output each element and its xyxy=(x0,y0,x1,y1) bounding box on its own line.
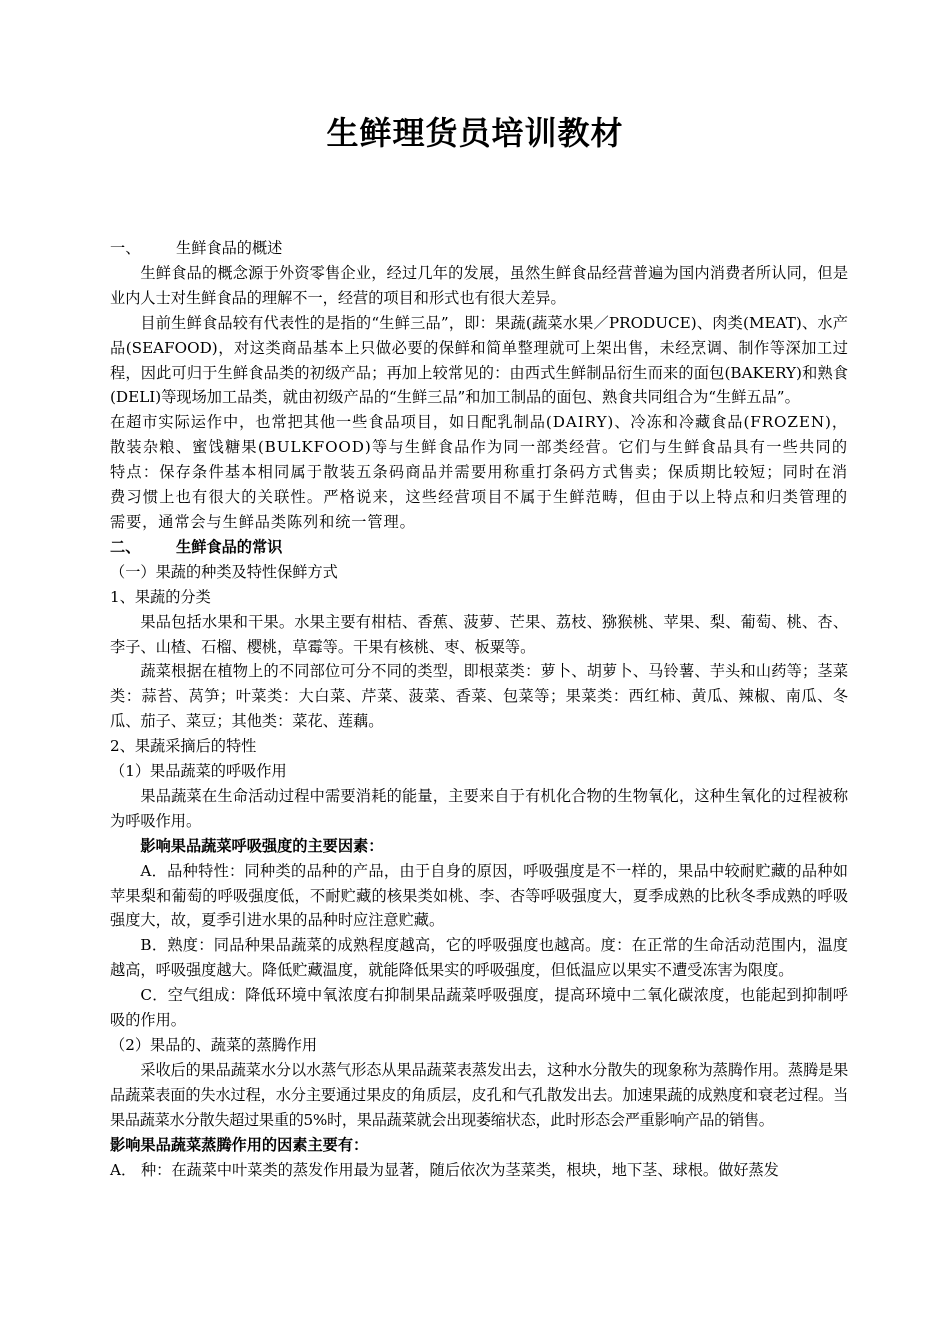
item-heading: （1）果品蔬菜的呼吸作用 xyxy=(110,762,287,781)
item-heading: （2）果品的、蔬菜的蒸腾作用 xyxy=(110,1036,318,1054)
section-heading-1 xyxy=(110,236,848,261)
bold-heading: 影响果品蔬菜蒸腾作用的因素主要有： xyxy=(110,1135,369,1154)
paragraph: A． 种：在蔬菜中叶菜类的蒸发作用最为显著，随后依次为茎菜类，根块，地下茎、球根。做好蒸发 xyxy=(110,1160,779,1179)
paragraph: 蔬菜根据在植物上的不同部位可分不同的类型，即根菜类：萝卜、胡萝卜、马铃薯、芋头和山药等；茎菜类：蒜苔、莴笋；叶菜类：大白菜、芹菜、菠菜、香菜、包菜等；果菜类：西红柿、黄瓜、辣椒、南瓜、冬瓜、茄子、菜豆；其他类：菜花、莲藕。 xyxy=(110,662,848,731)
document-title: 生鲜理货员培训教材 xyxy=(326,114,624,152)
paragraph: B．熟度：同品种果品蔬菜的成熟程度越高，它的呼吸强度也越高。度：在正常的生命活动范围内，温度越高，呼吸强度越大。降低贮藏温度，就能降低果实的呼吸强度，但低温应以果实不遭受冻害为限度。 xyxy=(110,936,848,980)
section-title: 生鲜食品的概述 xyxy=(176,239,283,257)
section-number: 一、 xyxy=(110,239,141,257)
item-heading: 2、果蔬采摘后的特性 xyxy=(110,737,257,756)
section-number: 二、 xyxy=(110,537,141,556)
section-heading-2 xyxy=(110,535,848,560)
paragraph: A．品种特性：同种类的品种的产品，由于自身的原因，呼吸强度是不一样的，果品中较耐贮藏的品种如苹果梨和葡萄的呼吸强度低，不耐贮藏的核果类如桃、李、杏等呼吸强度大，夏季成熟的比秋冬季成熟的呼吸强度大，故，夏季引进水果的品种时应注意贮藏。 xyxy=(110,861,848,930)
item-heading: 1、果蔬的分类 xyxy=(110,587,211,606)
paragraph: C．空气组成：降低环境中氧浓度右抑制果品蔬菜呼吸强度，提高环境中二氧化碳浓度，也能起到抑制呼吸的作用。 xyxy=(110,986,848,1030)
paragraph: 生鲜食品的概念源于外资零售企业，经过几年的发展，虽然生鲜食品经营普遍为国内消费者所认同，但是业内人士对生鲜食品的理解不一，经营的项目和形式也有很大差异。 xyxy=(110,263,848,307)
paragraph: 目前生鲜食品较有代表性的是指的“生鲜三品”，即：果蔬(蔬菜水果／PRODUCE)、肉类(MEAT)、水产品(SEAFOOD)，对这类商品基本上只做必要的保鲜和简单整理就可上架出售，未经烹调、制作等深加工过程，因此可归于生鲜食品类的初级产品；再加上较常见的：由西式生鲜制品衍生而来的面包(BAKERY)和熟食(DELI)等现场加工品类，就由初级产品的“生鲜三品”和加工制品的面包、熟食共同组合为“生鲜五品”。 xyxy=(110,313,848,407)
paragraph: 在超市实际运作中，也常把其他一些食品项目，如日配乳制品(DAIRY)、冷冻和冷藏食品(FROZEN)，散装杂粮、蜜饯糖果(BULKFOOD)等与生鲜食品作为同一部类经营。它们与生鲜食品具有一些共同的特点：保存条件基本相同属于散装五条码商品并需要用称重打条码方式售卖；保质期比较短；同时在消费习惯上也有很大的关联性。严格说来，这些经营项目不属于生鲜范畴，但由于以上特点和归类管理的需要，通常会与生鲜品类陈列和统一管理。 xyxy=(110,413,848,531)
paragraph: 采收后的果品蔬菜水分以水蒸气形态从果品蔬菜表蒸发出去，这种水分散失的现象称为蒸腾作用。蒸腾是果品蔬菜表面的失水过程，水分主要通过果皮的角质层，皮孔和气孔散发出去。加速果蔬的成熟度和衰老过程。当果品蔬菜水分散失超过果重的5%时，果品蔬菜就会出现萎缩状态，此时形态会严重影响产品的销售。 xyxy=(110,1060,848,1129)
document-body xyxy=(110,236,848,1182)
subsection-heading: （一）果蔬的种类及特性保鲜方式 xyxy=(110,562,338,581)
bold-heading: 影响果品蔬菜呼吸强度的主要因素： xyxy=(140,836,384,855)
paragraph: 果品包括水果和干果。水果主要有柑桔、香蕉、菠萝、芒果、荔枝、猕猴桃、苹果、梨、葡萄、桃、杏、李子、山楂、石榴、樱桃，草霉等。干果有核桃、枣、板粟等。 xyxy=(110,612,848,656)
paragraph: 果品蔬菜在生命活动过程中需要消耗的能量，主要来自于有机化合物的生物氧化，这种生氧化的过程被称为呼吸作用。 xyxy=(110,786,848,830)
section-title: 生鲜食品的常识 xyxy=(176,537,283,556)
